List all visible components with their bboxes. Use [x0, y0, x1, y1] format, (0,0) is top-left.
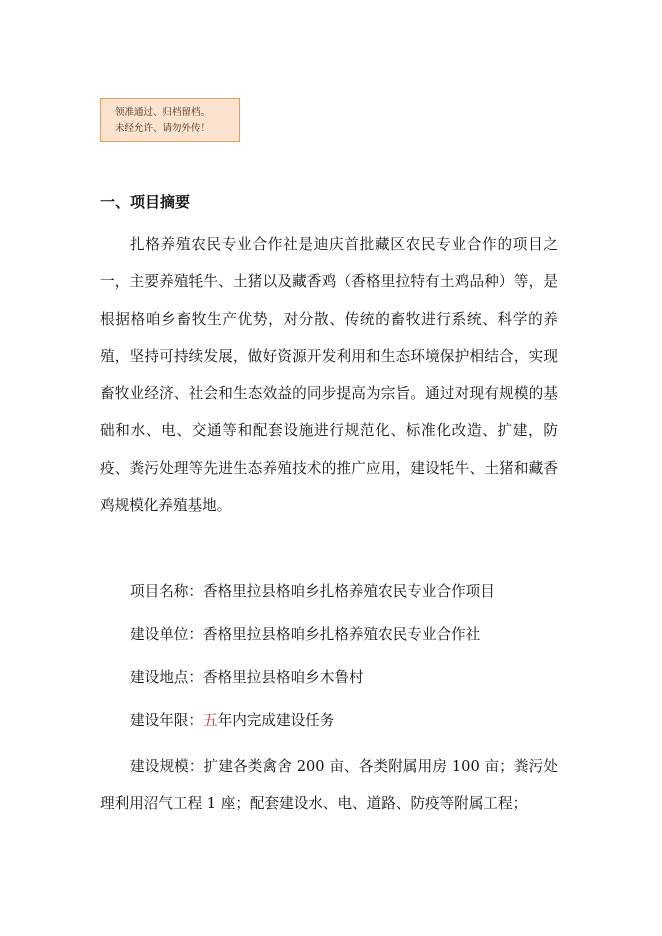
field-project-name-label: 项目名称： — [130, 583, 203, 600]
field-construction-location-label: 建设地点： — [130, 669, 203, 686]
field-construction-unit — [130, 623, 480, 647]
field-project-name — [130, 580, 495, 604]
field-construction-location-value: 香格里拉县格咱乡木鲁村 — [202, 669, 364, 686]
field-construction-period-value: 年内完成建设任务 — [217, 712, 335, 729]
scale-paragraph — [100, 748, 558, 823]
field-construction-unit-label: 建设单位： — [130, 626, 203, 643]
section-heading: 一、项目摘要 — [100, 193, 191, 211]
summary-text: 扎格养殖农民专业合作社是迪庆首批藏区农民专业合作的项目之一，主要养殖牦牛、土猪以及藏香鸡（香格里拉特有土鸡品种）等，是根据格咱乡畜牧生产优势，对分散、传统的畜牧进行系统、科学的养殖，坚持可持续发展，做好资源开发利用和生态环境保护相结合，实现畜牧业经济、社会和生态效益的同步提高为宗旨。通过对现有规模的基础和水、电、交通等和配套设施进行规范化、标准化改造、扩建，防疫、粪污处理等先进生态养殖技术的推广应用，建设牦牛、土猪和藏香鸡规模化养殖基地。 — [100, 236, 558, 515]
field-construction-period-label: 建设年限： — [130, 712, 203, 729]
notice-line-2: 未经允许、请勿外传！ — [115, 123, 211, 134]
summary-paragraph — [100, 226, 558, 524]
scale-text: 扩建各类禽舍 200 亩、各类附属用房 100 亩；粪污处理利用沼气工程 1 座；配套建设水、电、道路、防疫等附属工程； — [100, 758, 558, 813]
notice-line-1: 领准通过、归档留档。 — [115, 107, 211, 118]
scale-label: 建设规模： — [130, 758, 204, 775]
confidential-notice-box — [100, 98, 240, 142]
field-project-name-value: 香格里拉县格咱乡扎格养殖农民专业合作项目 — [202, 583, 495, 600]
field-construction-location — [130, 666, 364, 690]
field-construction-period-highlight: 五 — [202, 712, 218, 729]
field-construction-period — [130, 709, 334, 733]
field-construction-unit-value: 香格里拉县格咱乡扎格养殖农民专业合作社 — [202, 626, 481, 643]
